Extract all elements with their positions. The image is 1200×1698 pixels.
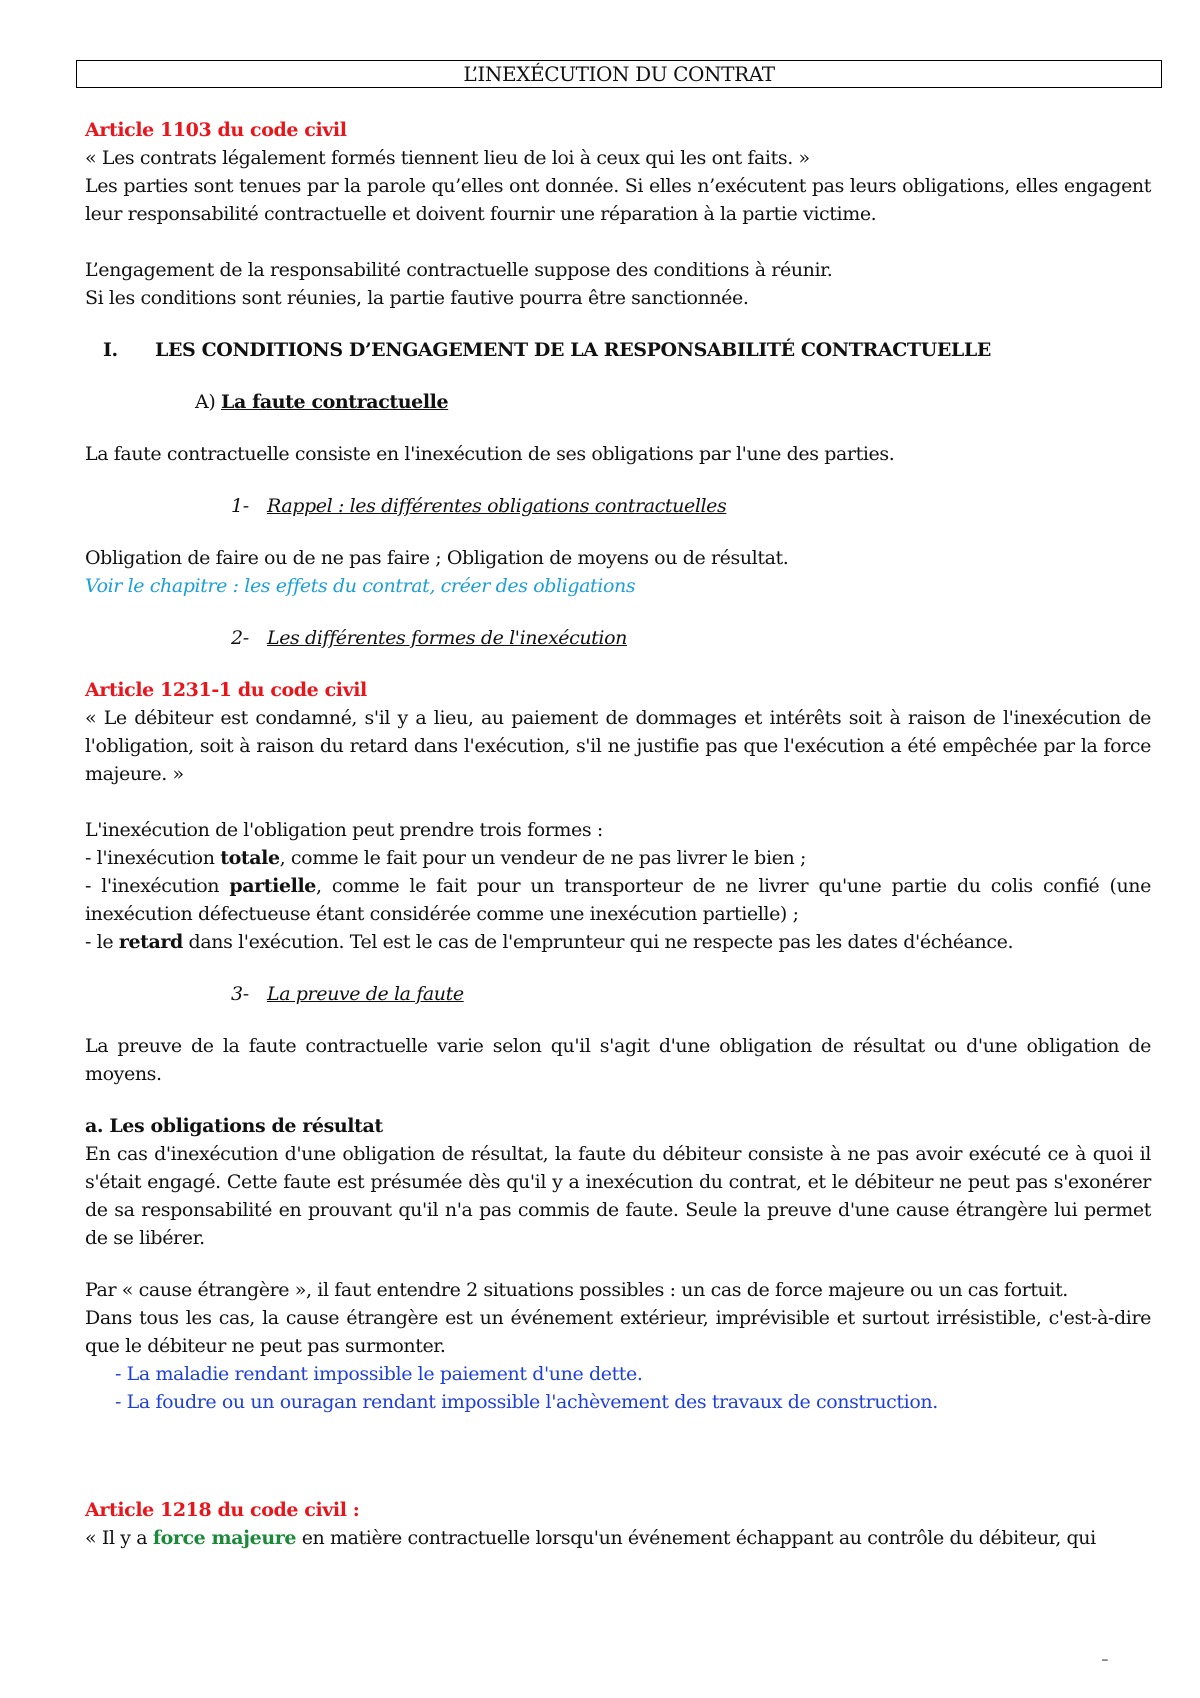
force-majeure-keyword: force majeure — [152, 1527, 297, 1549]
article-1231-heading: Article 1231-1 du code civil — [85, 679, 367, 701]
result-obligations-text: En cas d'inexécution d'une obligation de résultat, la faute du débiteur consiste à ne pas avoir exécuté ce à quoi il s'était engagé. Cette faute est présumée dès qu'il y a inexécution du contrat, et le débiteur ne peut pas s'exonérer de sa responsabilité en prouvant qu'il n'a pas commis de faute. Seule la preuve d'une cause étrangère lui permet de se libérer. — [85, 1143, 1151, 1249]
subsection-1-text: Obligation de faire ou de ne pas faire ; Obligation de moyens ou de résultat. — [85, 547, 789, 569]
page-number: – — [1101, 1652, 1108, 1668]
article-1103-heading: Article 1103 du code civil — [85, 119, 347, 141]
subsection-3-number: 3- — [231, 983, 249, 1005]
forms-item-partial: - l'inexécution partielle, comme le fait pour un transporteur de ne livrer qu'une partie du colis confié (une inexécution défectueuse étant considérée comme une inexécution partielle) ; — [85, 875, 1151, 925]
subsection-2-title: Les différentes formes de l'inexécution — [267, 627, 627, 649]
delay-keyword: retard — [118, 931, 183, 953]
article-1218-quote: « Il y a force majeure en matière contractuelle lorsqu'un événement échappant au contrôle du débiteur, qui — [85, 1527, 1096, 1549]
subsection-a-number: A) — [195, 391, 216, 413]
forms-item-total: - l'inexécution totale, comme le fait pour un vendeur de ne pas livrer le bien ; — [85, 847, 806, 869]
forms-item-delay: - le retard dans l'exécution. Tel est le cas de l'emprunteur qui ne respecte pas les dates d'échéance. — [85, 931, 1014, 953]
subsection-2-number: 2- — [231, 627, 249, 649]
subsection-a-text: La faute contractuelle consiste en l'inexécution de ses obligations par l'une des parties. — [85, 443, 895, 465]
document-title: L’INEXÉCUTION DU CONTRAT — [76, 60, 1162, 88]
example-illness: - La maladie rendant impossible le paiement d'une dette. — [115, 1363, 643, 1385]
example-lightning: - La foudre ou un ouragan rendant impossible l'achèvement des travaux de construction. — [115, 1391, 938, 1413]
intro-line-2: Si les conditions sont réunies, la partie fautive pourra être sanctionnée. — [85, 287, 749, 309]
subsection-2-heading — [85, 624, 1151, 652]
total-keyword: totale — [220, 847, 280, 869]
foreign-cause-definition: Par « cause étrangère », il faut entendre 2 situations possibles : un cas de force majeure ou un cas fortuit. — [85, 1279, 1068, 1301]
document-body — [85, 116, 1151, 1552]
forms-intro: L'inexécution de l'obligation peut prendre trois formes : — [85, 819, 603, 841]
partial-keyword: partielle — [229, 875, 316, 897]
section-1-heading — [85, 336, 1151, 364]
subsection-a-title: La faute contractuelle — [220, 391, 449, 413]
subsection-1-number: 1- — [231, 495, 249, 517]
article-1103-text: Les parties sont tenues par la parole qu’elles ont donnée. Si elles n’exécutent pas leurs obligations, elles engagent leur responsabilité contractuelle et doivent fournir une réparation à la partie victime. — [85, 175, 1151, 225]
article-1218-heading: Article 1218 du code civil : — [85, 1499, 360, 1521]
subsection-3-title: La preuve de la faute — [267, 983, 464, 1005]
subsection-3-text: La preuve de la faute contractuelle varie selon qu'il s'agit d'une obligation de résultat ou d'une obligation de moyens. — [85, 1035, 1151, 1085]
chapter-reference-link[interactable]: Voir le chapitre : les effets du contrat, créer des obligations — [85, 575, 636, 597]
subsection-1-heading — [85, 492, 1151, 520]
article-1103-quote: « Les contrats légalement formés tiennent lieu de loi à ceux qui les ont faits. » — [85, 147, 810, 169]
subsection-3-heading — [85, 980, 1151, 1008]
subsection-a-heading — [85, 388, 1151, 416]
subsection-1-title: Rappel : les différentes obligations contractuelles — [267, 495, 727, 517]
intro-line-1: L’engagement de la responsabilité contractuelle suppose des conditions à réunir. — [85, 259, 833, 281]
foreign-cause-characteristics: Dans tous les cas, la cause étrangère est un événement extérieur, imprévisible et surtout irrésistible, c'est-à-dire que le débiteur ne peut pas surmonter. — [85, 1307, 1151, 1357]
result-obligations-heading: a. Les obligations de résultat — [85, 1115, 383, 1137]
article-1231-quote: « Le débiteur est condamné, s'il y a lieu, au paiement de dommages et intérêts soit à raison de l'inexécution de l'obligation, soit à raison du retard dans l'exécution, s'il ne justifie pas que l'exécution a été empêchée par la force majeure. » — [85, 707, 1151, 785]
section-1-number: I. — [103, 339, 118, 361]
section-1-title: LES CONDITIONS D’ENGAGEMENT DE LA RESPONSABILITÉ CONTRACTUELLE — [155, 339, 991, 361]
